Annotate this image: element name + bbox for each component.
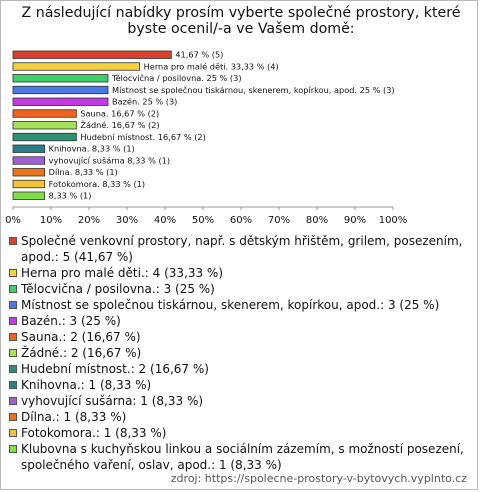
legend — [9, 233, 475, 473]
legend-label: Herna pro malé děti.: 4 (33,33 %) — [21, 266, 224, 280]
legend-item — [9, 345, 475, 361]
bar-label: Místnost se společnou tiskárnou, skenerem, kopírkou, apod. 25 % (3) — [112, 84, 395, 95]
chart-title: Z následující nabídky prosím vyberte společné prostory, které byste ocenil/-a ve Vašem domě: — [21, 5, 466, 37]
legend-label: vyhovující sušárna: 1 (8,33 %) — [21, 394, 204, 408]
legend-label: Žádné.: 2 (16,67 %) — [21, 346, 142, 360]
bar-label: Herna pro malé děti. 33,33 % (4) — [143, 61, 279, 72]
source-credit: zdroj: https://spolecne-prostory-v-bytovych.vyplnto.cz — [170, 472, 467, 485]
bar — [13, 192, 45, 200]
legend-swatch — [9, 397, 17, 405]
legend-swatch — [9, 285, 17, 293]
bar-label: Fotokomora. 8,33 % (1) — [48, 178, 146, 189]
legend-item — [9, 441, 475, 473]
bar-label: Žádné. 16,67 % (2) — [80, 120, 160, 131]
legend-swatch — [9, 413, 17, 421]
x-tick-label: 60% — [229, 215, 253, 226]
bar-label: Knihovna. 8,33 % (1) — [48, 143, 135, 154]
legend-item — [9, 361, 475, 377]
legend-item — [9, 425, 475, 441]
legend-label: Knihovna.: 1 (8,33 %) — [21, 378, 152, 392]
legend-item — [9, 329, 475, 345]
x-tick-label: 100% — [378, 215, 408, 226]
bar — [13, 169, 45, 177]
legend-label: Hudební místnost.: 2 (16,67 %) — [21, 362, 209, 376]
legend-swatch — [9, 349, 17, 357]
legend-swatch — [9, 429, 17, 437]
bar-label: Hudební místnost. 16,67 % (2) — [80, 131, 206, 142]
x-tick-label: 70% — [267, 215, 291, 226]
bar — [13, 86, 108, 94]
legend-label: Sauna.: 2 (16,67 %) — [21, 330, 141, 344]
bar — [13, 145, 45, 153]
x-tick-label: 80% — [305, 215, 329, 226]
legend-label: Bazén.: 3 (25 %) — [21, 314, 121, 328]
legend-item — [9, 265, 475, 281]
bar — [13, 63, 140, 71]
bar-label: 41,67 % (5) — [175, 49, 224, 60]
legend-label: Klubovna s kuchyňskou linkou a sociálním zázemím, s možností posezení, společného vaření, oslav, apod.: 1 (8,33 %) — [21, 442, 464, 472]
legend-swatch — [9, 317, 17, 325]
legend-item — [9, 409, 475, 425]
bar — [13, 98, 108, 106]
bar-label: Dílna. 8,33 % (1) — [48, 167, 118, 178]
bar — [13, 122, 76, 130]
legend-item — [9, 281, 475, 297]
bar-label: Sauna. 16,67 % (2) — [80, 108, 160, 119]
legend-swatch — [9, 269, 17, 277]
bar-plot — [1, 1, 479, 231]
legend-swatch — [9, 333, 17, 341]
bar-label: Tělocvična / posilovna. 25 % (3) — [112, 73, 242, 84]
x-tick-label: 10% — [39, 215, 63, 226]
bar-label: Bazén. 25 % (3) — [112, 96, 178, 107]
legend-item — [9, 297, 475, 313]
legend-swatch — [9, 301, 17, 309]
legend-label: Fotokomora.: 1 (8,33 %) — [21, 426, 167, 440]
legend-swatch — [9, 237, 17, 245]
legend-item — [9, 233, 475, 265]
bar — [13, 133, 76, 141]
bar — [13, 110, 76, 118]
bar — [13, 180, 45, 188]
legend-label: Společné venkovní prostory, např. s dětským hřištěm, grilem, posezením, apod.: 5 (41,67 %) — [21, 234, 463, 264]
x-tick-label: 90% — [343, 215, 367, 226]
legend-label: Místnost se společnou tiskárnou, skenerem, kopírkou, apod.: 3 (25 %) — [21, 298, 440, 312]
x-tick-label: 50% — [191, 215, 215, 226]
legend-label: Dílna.: 1 (8,33 %) — [21, 410, 127, 424]
legend-label: Tělocvična / posilovna.: 3 (25 %) — [21, 282, 215, 296]
legend-item — [9, 393, 475, 409]
x-tick-label: 20% — [77, 215, 101, 226]
legend-swatch — [9, 365, 17, 373]
bar-label: vyhovující sušárna 8,33 % (1) — [48, 155, 171, 166]
bar-label: 8,33 % (1) — [48, 190, 92, 201]
bar — [13, 157, 45, 165]
legend-item — [9, 377, 475, 393]
bar — [13, 75, 108, 83]
legend-swatch — [9, 381, 17, 389]
legend-item — [9, 313, 475, 329]
x-tick-label: 40% — [153, 215, 177, 226]
x-tick-label: 0% — [5, 215, 21, 226]
x-tick-label: 30% — [115, 215, 139, 226]
legend-swatch — [9, 445, 17, 453]
bar — [13, 51, 171, 59]
